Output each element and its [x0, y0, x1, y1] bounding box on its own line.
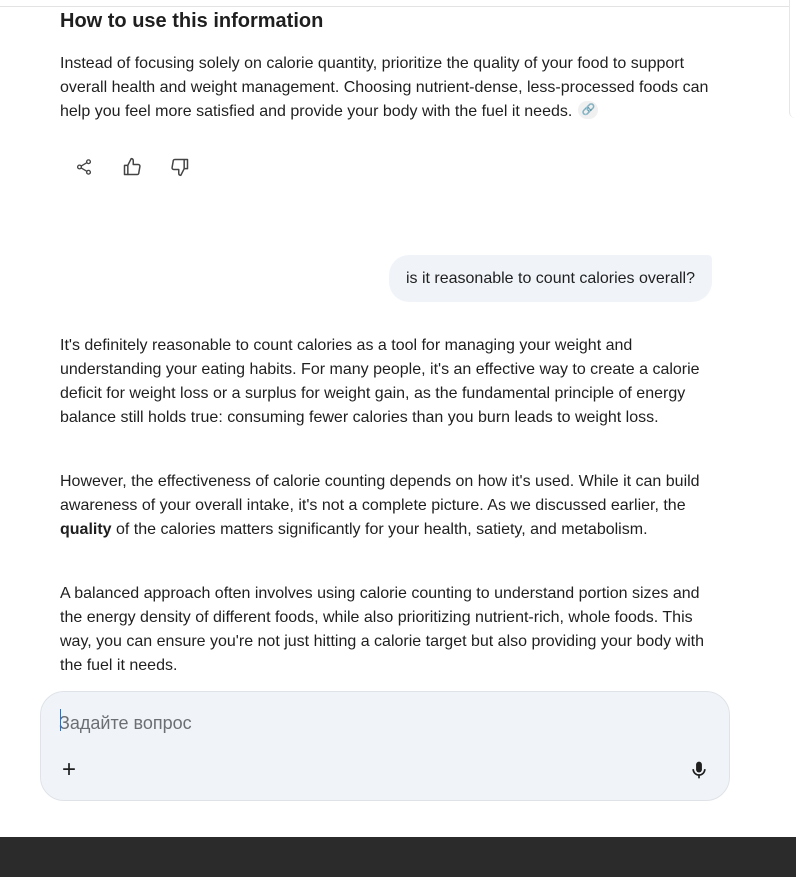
section-heading: How to use this information: [60, 10, 324, 32]
user-message-text: is it reasonable to count calories overall?: [405, 269, 695, 287]
answer-paragraph-1: It's definitely reasonable to count calories as a tool for managing your weight and understanding your eating habits. For many people, it's an effective way to create a calorie deficit for weight loss or a surplus for weight gain, as the fundamental principle of energy balance still holds true: consuming fewer calories than you burn leads to weight loss.: [60, 337, 700, 426]
top-divider: [0, 6, 790, 7]
thumbs-down-icon: [170, 157, 190, 177]
previous-answer-paragraph: [60, 52, 715, 124]
microphone-button[interactable]: [685, 756, 713, 784]
answer-paragraph-3: A balanced approach often involves using calorie counting to understand portion sizes and the energy density of different foods, while also prioritizing nutrient-rich, whole foods. This way, you can ensure you're not just hitting a calorie target but also providing your body with the fuel it needs.: [60, 585, 705, 674]
scrollbar[interactable]: [789, 0, 796, 118]
share-button[interactable]: [68, 152, 100, 182]
answer-paragraph-2-end: of the calories matters significantly for your health, satiety, and metabolism.: [111, 521, 648, 538]
thumbs-up-icon: [122, 157, 142, 177]
microphone-icon: [689, 759, 709, 781]
answer-paragraph-2: [60, 470, 715, 542]
answer-bold-quality: quality: [60, 521, 112, 538]
thumbs-down-button[interactable]: [164, 152, 196, 182]
thumbs-up-button[interactable]: [116, 152, 148, 182]
prompt-input[interactable]: [59, 710, 619, 736]
previous-answer-text: Instead of focusing solely on calorie quantity, prioritize the quality of your food to support overall health and weight management. Choosing nutrient-dense, less-processed foods can help you feel more satisfied and provide your body with the fuel it needs.: [60, 55, 709, 120]
bottom-bar: [0, 837, 796, 877]
share-icon: [75, 158, 93, 176]
add-button[interactable]: +: [61, 756, 76, 783]
composer: [40, 691, 730, 801]
answer-paragraph-2-start: However, the effectiveness of calorie counting depends on how it's used. While it can build awareness of your overall intake, it's not a complete picture. As we discussed earlier, the: [60, 473, 700, 514]
text-caret: [60, 709, 61, 731]
user-message-bubble: [389, 255, 712, 302]
source-link-icon[interactable]: 🔗: [578, 101, 598, 119]
response-actions: [68, 152, 196, 182]
